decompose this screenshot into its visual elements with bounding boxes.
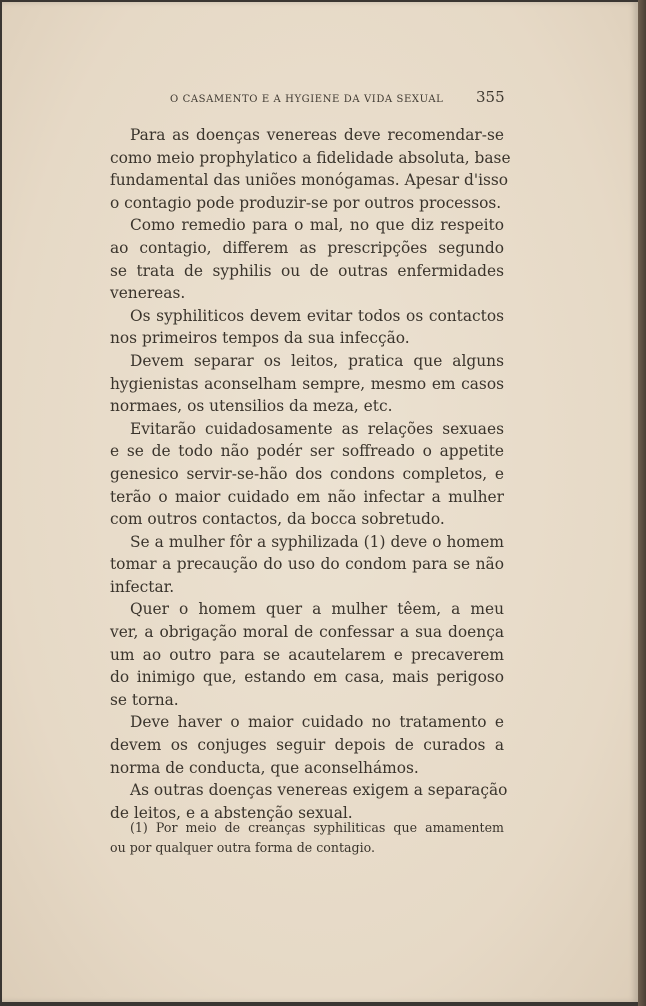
text-line: e se de todo não podér ser soffreado o appetite [110, 442, 504, 461]
text-line: se torna. [110, 690, 179, 709]
text-line: Os syphiliticos devem evitar todos os contactos [130, 306, 504, 325]
text-line: um ao outro para se acautelarem e precaverem [110, 645, 504, 664]
page-header [162, 88, 512, 110]
text-line: como meio prophylatico a fidelidade absoluta, base [110, 148, 511, 167]
footnote-line: ou por qualquer outra forma de contagio. [110, 840, 376, 855]
running-title: O CASAMENTO E A HYGIENE DA VIDA SEXUAL [170, 94, 444, 105]
text-line: Devem separar os leitos, pratica que alguns [130, 351, 504, 370]
text-line: Para as doenças venereas deve recomendar-se [130, 126, 504, 144]
text-line: As outras doenças venereas exigem a separação [130, 781, 508, 800]
page-edge [638, 0, 646, 1006]
text-line: do inimigo que, estando em casa, mais perigoso [110, 668, 504, 687]
book-page [2, 2, 638, 1002]
text-line: Evitarão cuidadosamente as relações sexuaes [130, 419, 504, 438]
text-line: venereas. [110, 284, 186, 303]
page-number: 355 [476, 88, 505, 106]
text-line: ao contagio, differem as prescripções segundo [110, 238, 504, 257]
text-line: o contagio pode produzir-se por outros processos. [110, 193, 502, 212]
body-text [110, 124, 511, 824]
footnote [110, 818, 504, 858]
text-line: Se a mulher fôr a syphilizada (1) deve o homem [130, 532, 504, 551]
text-line: norma de conducta, que aconselhámos. [110, 758, 419, 777]
text-line: Deve haver o maior cuidado no tratamento e [130, 713, 504, 732]
text-line: fundamental das uniões monógamas. Apesar d'isso [110, 171, 509, 190]
text-line: tomar a precaução do uso do condom para se não [110, 555, 504, 574]
text-line: normaes, os utensilios da meza, etc. [110, 397, 393, 416]
text-line: terão o maior cuidado em não infectar a mulher [110, 487, 504, 506]
text-line: Quer o homem quer a mulher têem, a meu [130, 600, 504, 619]
text-line: ver, a obrigação moral de confessar a sua doença [110, 623, 504, 642]
text-line: hygienistas aconselham sempre, mesmo em casos [110, 374, 504, 393]
text-line: de leitos, e a abstenção sexual. [110, 803, 353, 822]
text-line: infectar. [110, 577, 175, 596]
text-line: Como remedio para o mal, no que diz respeito [130, 216, 504, 235]
footnote-line: (1) Por meio de creanças syphiliticas que amamentem [130, 820, 504, 835]
text-line: com outros contactos, da bocca sobretudo. [110, 510, 445, 529]
text-line: devem os conjuges seguir depois de curados a [110, 736, 504, 755]
text-line: se trata de syphilis ou de outras enfermidades [110, 261, 504, 280]
text-line: genesico servir-se-hão dos condons completos, e [110, 464, 504, 483]
text-line: nos primeiros tempos da sua infecção. [110, 329, 410, 348]
